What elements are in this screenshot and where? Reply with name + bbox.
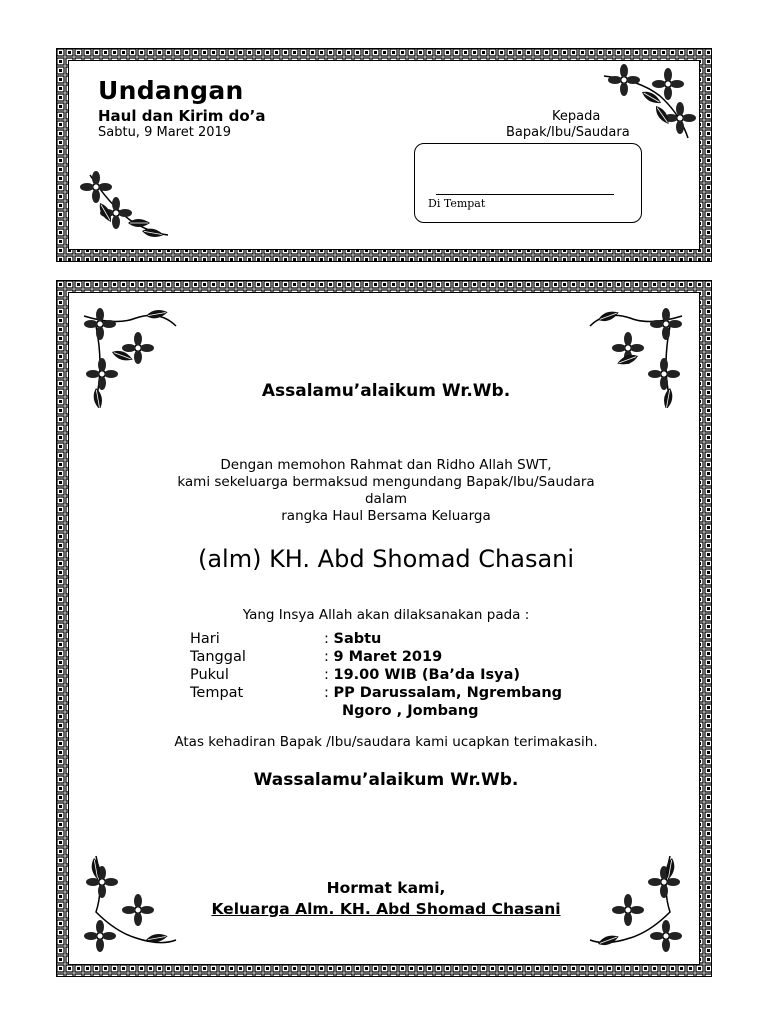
greeting: Assalamu’alaikum Wr.Wb.: [261, 381, 511, 401]
detail-label: Tempat: [190, 685, 244, 701]
detail-value: PP Darussalam, Ngrembang: [333, 685, 563, 701]
envelope-to-label: Kepada: [552, 109, 601, 124]
closing-greeting: Wassalamu’alaikum Wr.Wb.: [253, 770, 519, 790]
intro-paragraph: [70, 457, 702, 525]
detail-place-continued: [342, 702, 479, 720]
envelope-date: Sabtu, 9 Maret 2019: [98, 125, 232, 140]
envelope-recipient: Bapak/Ibu/Saudara: [506, 125, 630, 140]
address-box: [414, 143, 642, 223]
detail-row-date: Tanggal : 9 Maret 2019: [190, 649, 443, 665]
envelope-floral-left-ornament: [80, 165, 172, 245]
detail-value: 19.00 WIB (Ba’da Isya): [333, 667, 520, 683]
schedule-intro: Yang Insya Allah akan dilaksanakan pada :: [242, 607, 530, 623]
intro-line: Dengan memohon Rahmat dan Ridho Allah SWT,: [220, 457, 552, 473]
family-signature: Keluarga Alm. KH. Abd Shomad Chasani: [211, 900, 561, 918]
detail-row-time: Pukul : 19.00 WIB (Ba’da Isya): [190, 667, 520, 683]
detail-row-place: Tempat : PP Darussalam, Ngrembang: [190, 685, 563, 701]
detail-label: Pukul: [190, 667, 229, 683]
detail-value: 9 Maret 2019: [333, 649, 443, 665]
honoree-name: (alm) KH. Abd Shomad Chasani: [197, 545, 575, 573]
detail-value: Ngoro , Jombang: [342, 703, 479, 719]
address-place: Di Tempat: [428, 197, 486, 210]
address-line: [436, 194, 614, 195]
detail-row-day: Hari : Sabtu: [190, 631, 382, 647]
envelope-title: Undangan: [98, 76, 244, 105]
detail-value: Sabtu: [333, 631, 382, 647]
intro-line: rangka Haul Bersama Keluarga: [281, 508, 491, 524]
intro-line: kami sekeluarga bermaksud mengundang Bapak/Ibu/Saudara: [177, 474, 595, 490]
regards-text: Hormat kami,: [326, 879, 446, 897]
envelope-subtitle: Haul dan Kirim do’a: [98, 107, 266, 125]
intro-line: dalam: [364, 491, 408, 507]
thanks-text: Atas kehadiran Bapak /Ibu/saudara kami ucapkan terimakasih.: [174, 734, 598, 750]
detail-label: Tanggal: [190, 649, 246, 665]
detail-label: Hari: [190, 631, 220, 647]
